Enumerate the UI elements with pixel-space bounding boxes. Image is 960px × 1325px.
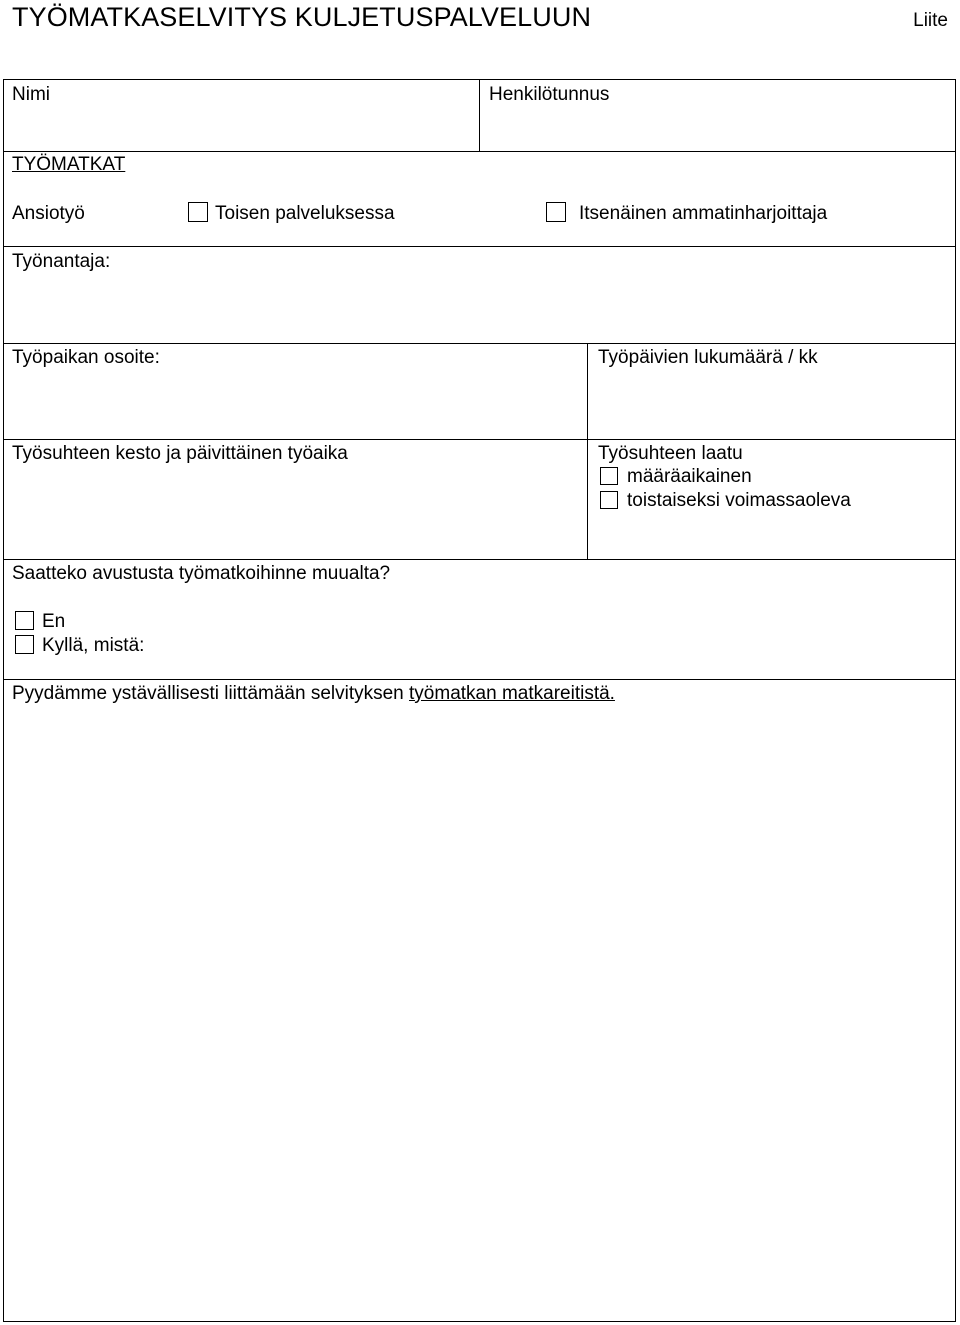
permanent-checkbox[interactable] xyxy=(600,491,618,509)
employed-option-label: Toisen palveluksessa xyxy=(215,203,395,224)
duration-label: Työsuhteen kesto ja päivittäinen työaika xyxy=(12,443,348,464)
aid-no-label: En xyxy=(42,611,66,632)
workplace-address-label: Työpaikan osoite: xyxy=(12,347,160,368)
name-ssn-divider xyxy=(479,79,480,151)
divider xyxy=(3,343,956,344)
divider xyxy=(3,439,956,440)
column-divider xyxy=(587,343,588,559)
ssn-label: Henkilötunnus xyxy=(489,84,610,105)
fixed-term-checkbox[interactable] xyxy=(600,467,618,485)
divider xyxy=(3,151,956,152)
permanent-label: toistaiseksi voimassaoleva xyxy=(627,490,851,511)
employed-checkbox[interactable] xyxy=(188,202,208,222)
contract-type-label: Työsuhteen laatu xyxy=(598,443,743,464)
name-label: Nimi xyxy=(12,84,50,105)
aid-no-checkbox[interactable] xyxy=(15,611,34,630)
divider xyxy=(3,246,956,247)
divider xyxy=(3,559,956,560)
form-title: TYÖMATKASELVITYS KULJETUSPALVELUUN xyxy=(12,2,592,32)
employment-label: Ansiotyö xyxy=(12,203,85,224)
aid-yes-checkbox[interactable] xyxy=(15,635,34,654)
workdays-label: Työpäivien lukumäärä / kk xyxy=(598,347,818,368)
route-request-main: Pyydämme ystävällisesti liittämään selvityksen xyxy=(12,683,404,704)
other-aid-question: Saatteko avustusta työmatkoihinne muualta? xyxy=(12,563,391,584)
aid-yes-label: Kyllä, mistä: xyxy=(42,635,145,656)
employer-label: Työnantaja: xyxy=(12,251,111,272)
route-request-emphasis: työmatkan matkareitistä. xyxy=(409,683,615,704)
fixed-term-label: määräaikainen xyxy=(627,466,752,487)
divider xyxy=(3,679,956,680)
self-employed-option-label: Itsenäinen ammatinharjoittaja xyxy=(579,203,828,224)
attachment-label: Liite xyxy=(913,10,948,31)
route-request-text xyxy=(12,683,615,705)
section-title: TYÖMATKAT xyxy=(12,154,126,175)
self-employed-checkbox[interactable] xyxy=(546,202,566,222)
